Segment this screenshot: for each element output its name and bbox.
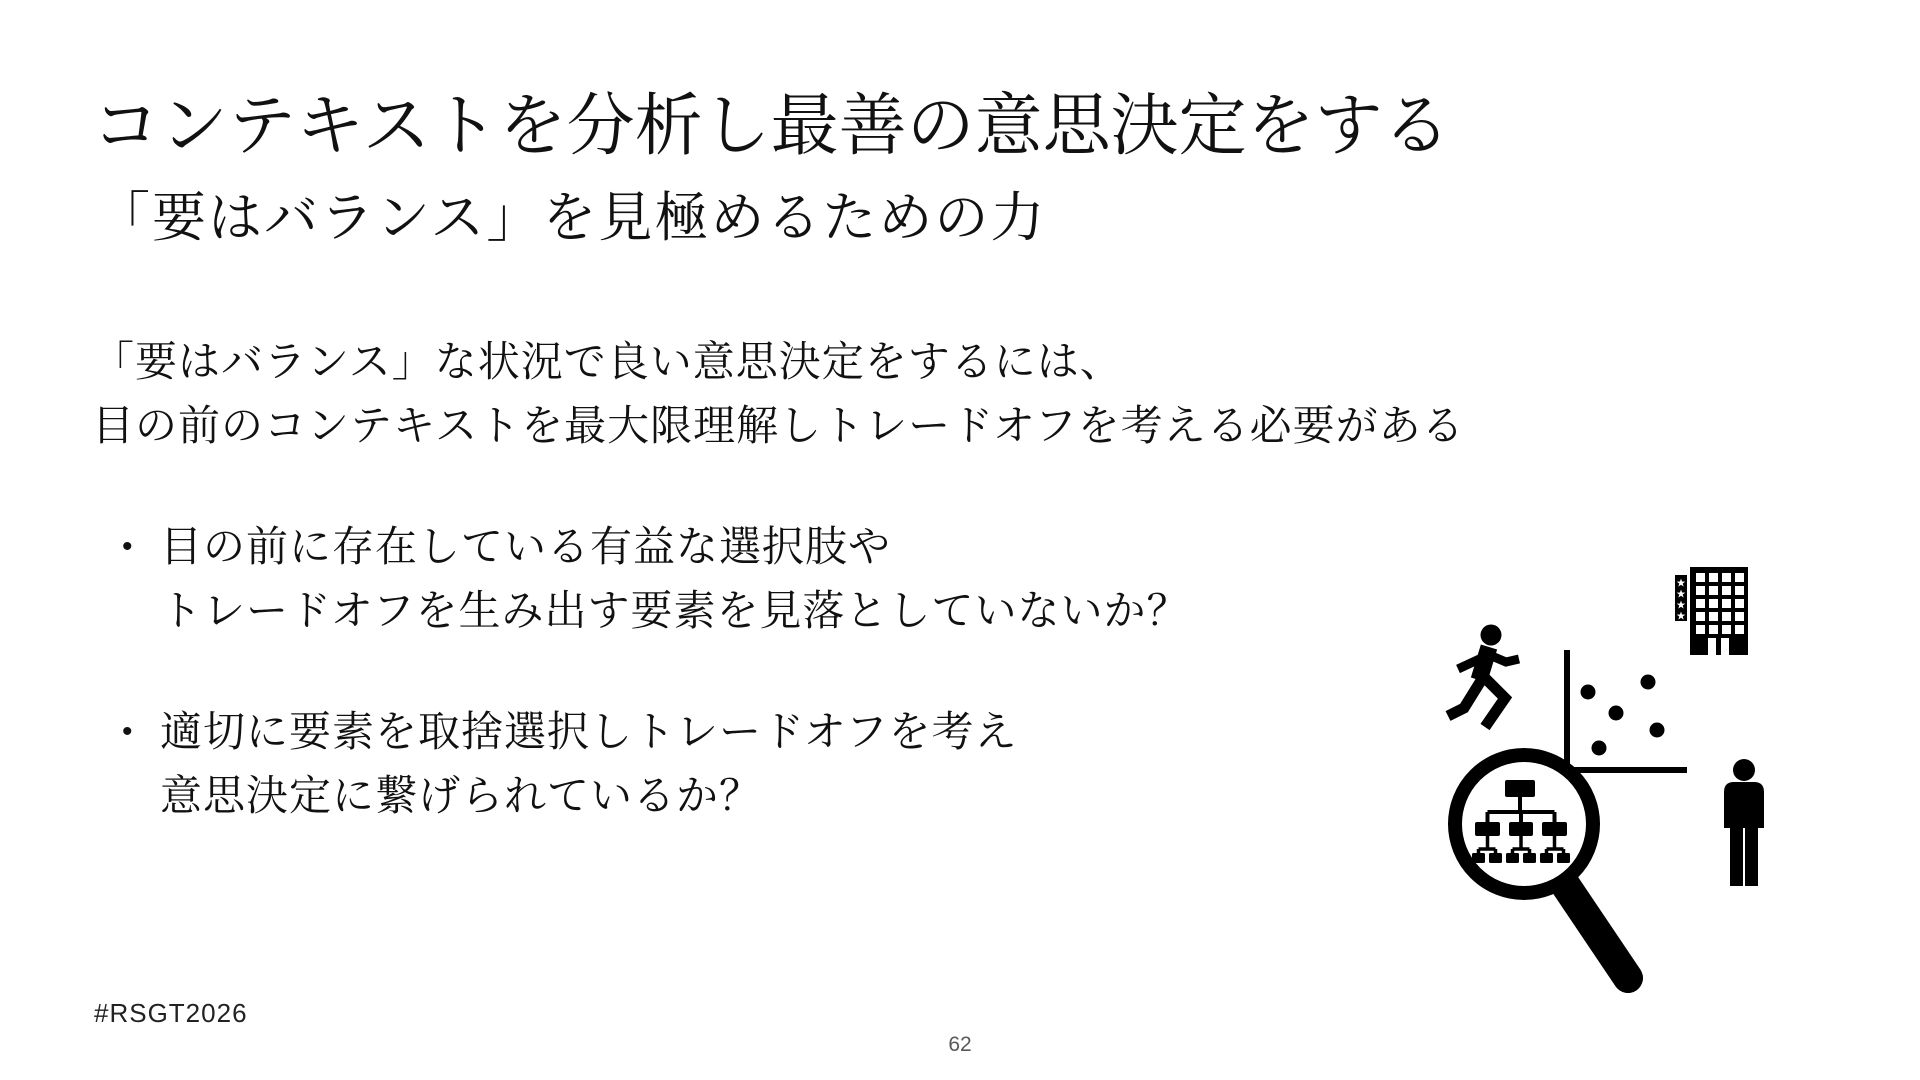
page-number: 62 xyxy=(948,1033,972,1056)
standing-person-icon xyxy=(1724,759,1764,886)
bullet-list xyxy=(122,515,1242,828)
lead-paragraph xyxy=(92,330,1552,458)
bullet-item-1 xyxy=(122,515,1242,643)
bullet-1-line-2: トレードオフを生み出す要素を見落としていないか？ xyxy=(160,587,1190,634)
slide-subtitle: 「要はバランス」を見極めるための力 xyxy=(96,188,1047,248)
context-analysis-illustration xyxy=(1438,558,1788,998)
bullet-1-line-1: 目の前に存在している有益な選択肢や xyxy=(160,523,892,570)
bullet-item-2-text xyxy=(160,700,1017,828)
bullet-dot-icon: • xyxy=(122,530,134,563)
footer-hashtag: #RSGT2026 xyxy=(94,998,248,1028)
bullet-item-1-text xyxy=(160,515,1189,643)
scatter-chart-icon xyxy=(1564,650,1687,773)
running-person-icon xyxy=(1448,625,1519,728)
lead-line-2: 目の前のコンテキストを最大限理解しトレードオフを考える必要がある xyxy=(92,402,1465,449)
lead-line-1: 「要はバランス」な状況で良い意思決定をするには、 xyxy=(92,338,1123,385)
magnifier-handle xyxy=(1562,880,1628,978)
building-icon xyxy=(1675,567,1748,655)
bullet-dot-icon: • xyxy=(122,715,134,748)
bullet-2-line-1: 適切に要素を取捨選択しトレードオフを考え xyxy=(160,708,1018,755)
magnifier-org-chart-icon xyxy=(1455,755,1628,978)
slide-title: コンテキストを分析し最善の意思決定をする xyxy=(92,88,1451,164)
bullet-2-line-2: 意思決定に繋げられているか？ xyxy=(160,772,763,819)
bullet-item-2 xyxy=(122,700,1242,828)
